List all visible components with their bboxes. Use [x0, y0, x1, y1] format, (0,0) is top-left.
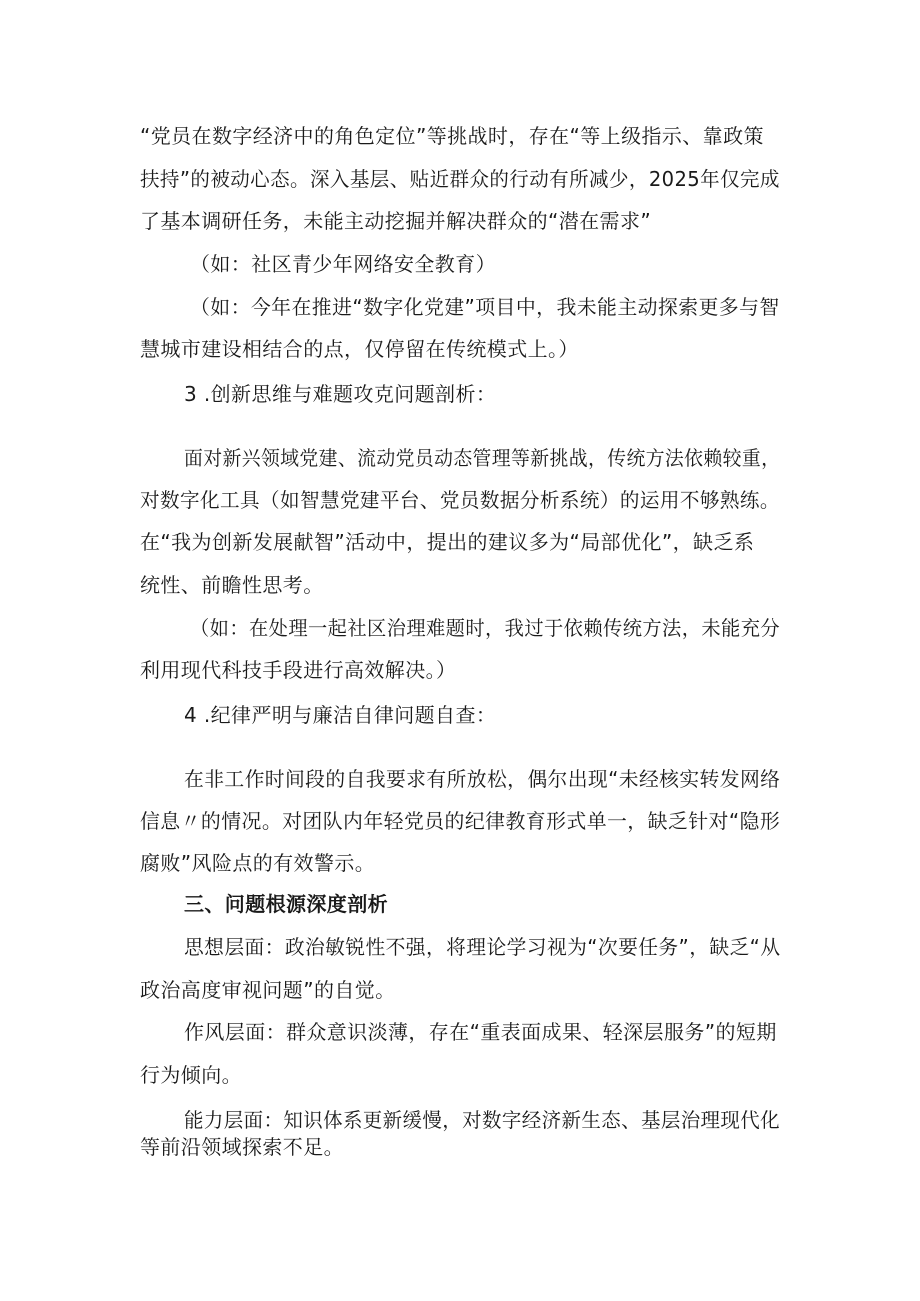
section-title-3: 三、问题根源深度剖析: [184, 892, 388, 916]
text-line: 等前沿领域探索不足。: [140, 1135, 344, 1159]
text-line: 能力层面：知识体系更新缓慢，对数字经济新生态、基层治理现代化: [184, 1108, 781, 1132]
text-line: 扶持”的被动心态。深入基层、贴近群众的行动有所减少，2025年仅完成: [140, 167, 780, 191]
text-line: （如：在处理一起社区治理难题时，我过于依赖传统方法，未能充分: [190, 616, 781, 640]
text-line: 作风层面：群众意识淡薄，存在“重表面成果、轻深层服务”的短期: [184, 1020, 777, 1044]
text-line: 对数字化工具（如智慧党建平台、党员数据分析系统）的运用不够熟练。: [140, 488, 780, 512]
section-heading-3: 3 .创新思维与难题攻克问题剖析：: [184, 382, 497, 406]
text-line: 行为倾向。: [140, 1063, 242, 1087]
section-heading-4: 4 .纪律严明与廉洁自律问题自查：: [184, 703, 497, 727]
text-line: 慧城市建设相结合的点，仅停留在传统模式上。）: [140, 337, 579, 361]
text-line: 在“我为创新发展献智”活动中，提出的建议多为“局部优化”，缺乏系: [140, 530, 755, 554]
text-line: 利用现代科技手段进行高效解决。）: [140, 658, 457, 682]
text-line: 在非工作时间段的自我要求有所放松，偶尔出现“未经核实转发网络: [184, 767, 781, 791]
text-line: 了基本调研任务，未能主动挖掘并解决群众的“潜在需求”: [140, 209, 652, 233]
text-line: 思想层面：政治敏锐性不强，将理论学习视为“次要任务”，缺乏“从: [184, 935, 781, 959]
text-line: 信息〃的情况。对团队内年轻党员的纪律教育形式单一，缺乏针对“隐形: [140, 809, 781, 833]
text-line: 统性、前瞻性思考。: [140, 573, 324, 597]
text-line: 面对新兴领域党建、流动党员动态管理等新挑战，传统方法依赖较重，: [184, 446, 781, 470]
text-line: 腐败”风险点的有效警示。: [140, 851, 376, 875]
example-note: （如：社区青少年网络安全教育）: [190, 252, 496, 276]
text-line: 政治高度审视问题”的自觉。: [140, 978, 396, 1002]
text-line: （如：今年在推进“数字化党建”项目中，我未能主动探索更多与智: [190, 295, 780, 319]
text-line: “党员在数字经济中的角色定位”等挑战时，存在“等上级指示、靠政策: [140, 124, 764, 148]
